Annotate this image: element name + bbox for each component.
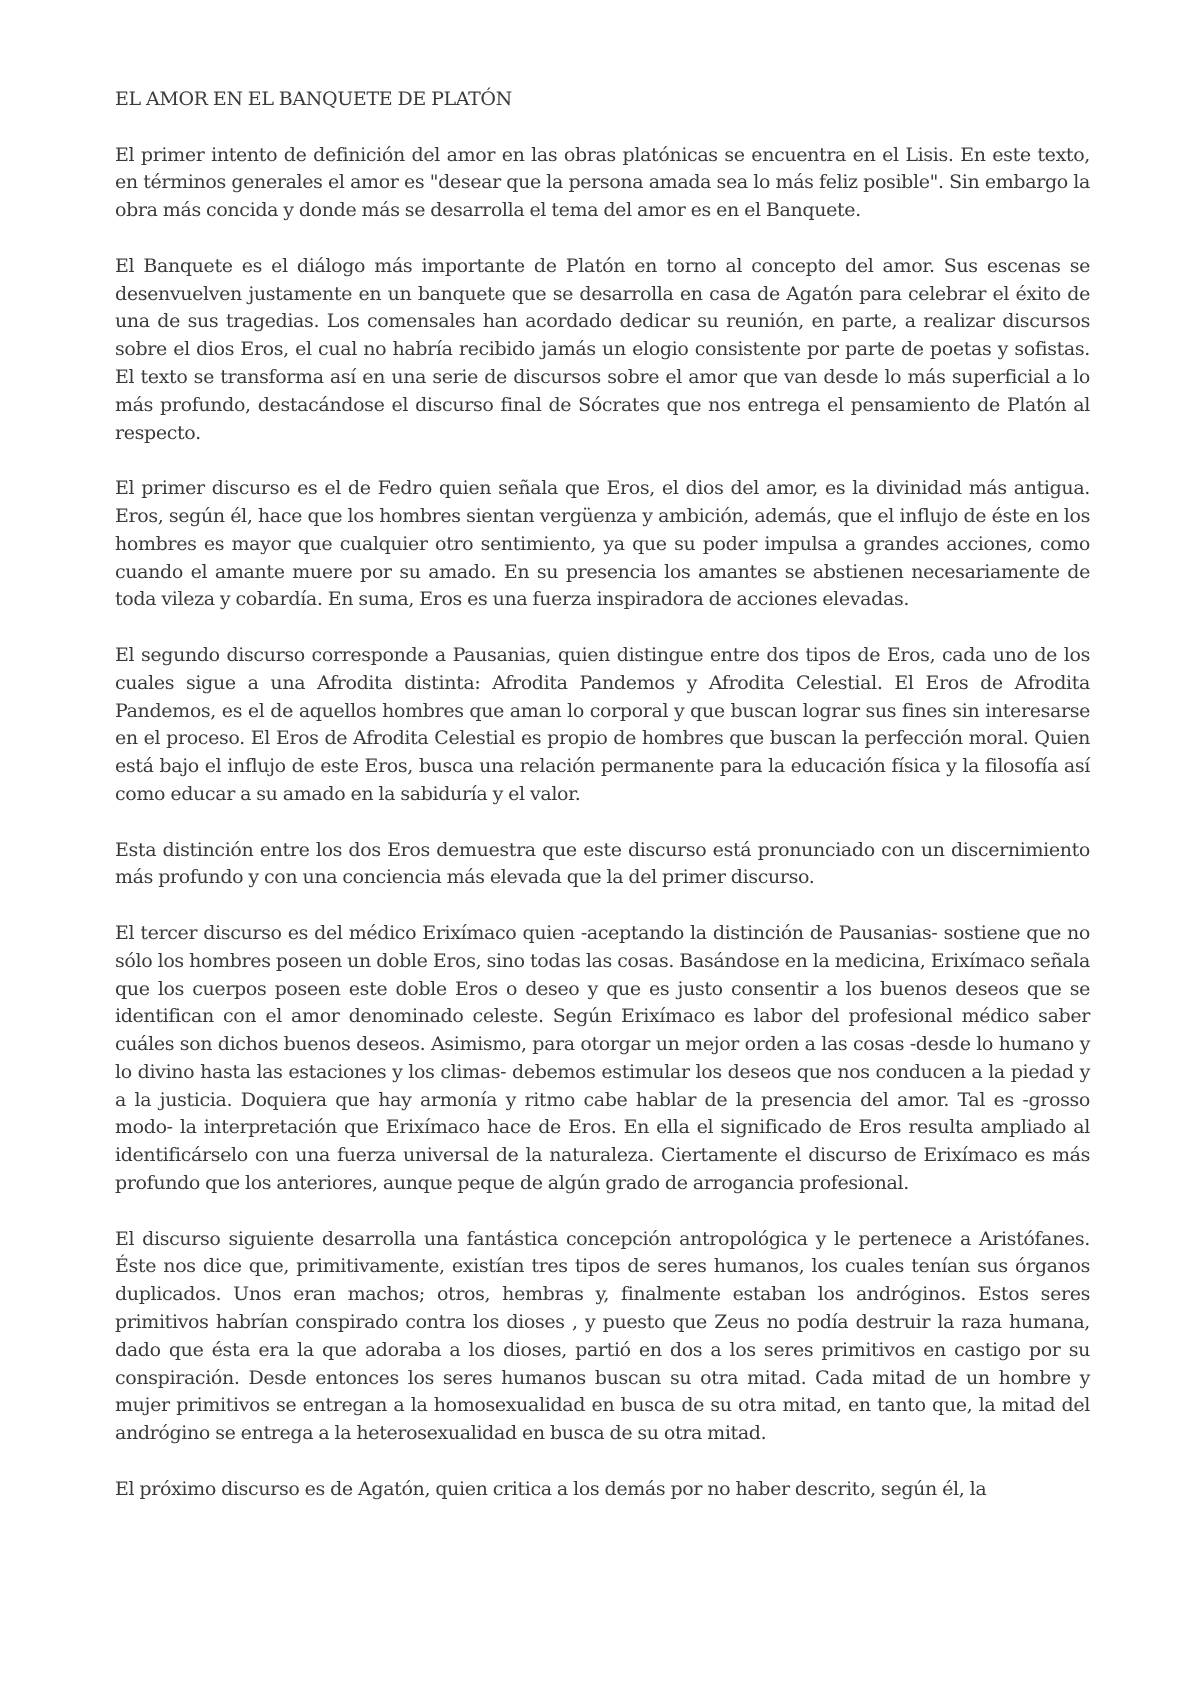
paragraph-1: El primer intento de definición del amor en las obras platónicas se encuentra en el Lisis. En este texto, en términos generales el amor es "desear que la persona amada sea lo más feliz posible". Sin embargo la obra más concida y donde más se desarrolla el tema del amor es en el Banquete. [115,143,1090,222]
paragraph-7: El discurso siguiente desarrolla una fantástica concepción antropológica y le pertenece a Aristófanes. Éste nos dice que, primitivamente, existían tres tipos de seres humanos, los cuales tenían sus órganos duplicados. Unos eran machos; otros, hembras y, finalmente estaban los andróginos. Estos seres primitivos habrían conspirado contra los dioses , y puesto que Zeus no podía destruir la raza humana, dado que ésta era la que adoraba a los dioses, partió en dos a los seres primitivos en castigo por su conspiración. Desde entonces los seres humanos buscan su otra mitad. Cada mitad de un hombre y mujer primitivos se entregan a la homosexualidad en busca de su otra mitad, en tanto que, la mitad del andrógino se entrega a la heterosexualidad en busca de su otra mitad. [115,1227,1090,1445]
paragraph-3: El primer discurso es el de Fedro quien señala que Eros, el dios del amor, es la divinidad más antigua. Eros, según él, hace que los hombres sientan vergüenza y ambición, además, que el influjo de éste en los hombres es mayor que cualquier otro sentimiento, ya que su poder impulsa a grandes acciones, como cuando el amante muere por su amado. En su presencia los amantes se abstienen necesariamente de toda vileza y cobardía. En suma, Eros es una fuerza inspiradora de acciones elevadas. [115,477,1090,611]
document-body [115,86,1090,1531]
paragraph-6: El tercer discurso es del médico Erixímaco quien -aceptando la distinción de Pausanias- sostiene que no sólo los hombres poseen un doble Eros, sino todas las cosas. Basándose en la medicina, Erixímaco señala que los cuerpos poseen este doble Eros o deseo y que es justo consentir a los buenos deseos que se identifican con el amor denominado celeste. Según Erixímaco es labor del profesional médico saber cuáles son dichos buenos deseos. Asimismo, para otorgar un mejor orden a las cosas -desde lo humano y lo divino hasta las estaciones y los climas- debemos estimular los deseos que nos conducen a la piedad y a la justicia. Doquiera que hay armonía y ritmo cabe hablar de la presencia del amor. Tal es -grosso modo- la interpretación que Erixímaco hace de Eros. En ella el significado de Eros resulta ampliado al identificárselo con una fuerza universal de la naturaleza. Ciertamente el discurso de Erixímaco es más profundo que los anteriores, aunque peque de algún grado de arrogancia profesional. [115,921,1090,1195]
paragraph-5: Esta distinción entre los dos Eros demuestra que este discurso está pronunciado con un discernimiento más profundo y con una conciencia más elevada que la del primer discurso. [115,838,1090,889]
document-title: EL AMOR EN EL BANQUETE DE PLATÓN [115,88,512,110]
paragraph-2: El Banquete es el diálogo más importante de Platón en torno al concepto del amor. Sus escenas se desenvuelven justamente en un banquete que se desarrolla en casa de Agatón para celebrar el éxito de una de sus tragedias. Los comensales han acordado dedicar su reunión, en parte, a realizar discursos sobre el dios Eros, el cual no habría recibido jamás un elogio consistente por parte de poetas y sofistas. El texto se transforma así en una serie de discursos sobre el amor que van desde lo más superficial a lo más profundo, destacándose el discurso final de Sócrates que nos entrega el pensamiento de Platón al respecto. [115,254,1090,444]
paragraph-8: El próximo discurso es de Agatón, quien critica a los demás por no haber descrito, según él, la [115,1477,987,1500]
paragraph-4: El segundo discurso corresponde a Pausanias, quien distingue entre dos tipos de Eros, cada uno de los cuales sigue a una Afrodita distinta: Afrodita Pandemos y Afrodita Celestial. El Eros de Afrodita Pandemos, es el de aquellos hombres que aman lo corporal y que buscan lograr sus fines sin interesarse en el proceso. El Eros de Afrodita Celestial es propio de hombres que buscan la perfección moral. Quien está bajo el influjo de este Eros, busca una relación permanente para la educación física y la filosofía así como educar a su amado en la sabiduría y el valor. [115,643,1090,805]
